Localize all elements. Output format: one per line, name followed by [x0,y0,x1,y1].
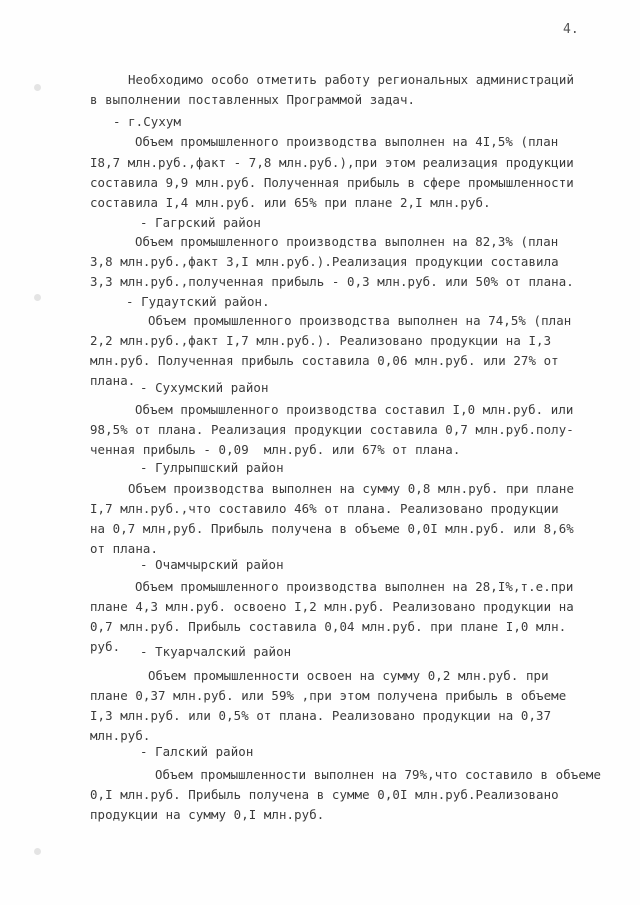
paragraph-line: I8,7 млн.руб.,факт - 7,8 млн.руб.),при этом реализация продукции [90,155,574,170]
paragraph-line: Объем промышленного производства выполнен на 82,3% (план [135,234,559,249]
paragraph-line: I,7 млн.руб.,что составило 46% от плана. Реализовано продукции [90,501,559,516]
paragraph-line: 3,8 млн.руб.,факт 3,I млн.руб.).Реализация продукции составила [90,254,559,269]
paragraph-line: I,3 млн.руб. или 0,5% от плана. Реализовано продукции на 0,37 [90,708,552,723]
paragraph-line: продукции на сумму 0,I млн.руб. [90,807,325,822]
paragraph-line: Объем промышленности выполнен на 79%,что составило в объеме [155,767,602,782]
paragraph-line: Объем промышленного производства составил I,0 млн.руб. или [135,402,574,417]
punch-hole-mark [34,84,41,91]
paragraph-line: млн.руб. [90,728,151,743]
paragraph-line: Объем промышленности освоен на сумму 0,2 млн.руб. при [148,668,549,683]
paragraph-line: на 0,7 млн,руб. Прибыль получена в объеме 0,0I млн.руб. или 8,6% [90,521,574,536]
intro-line: Необходимо особо отметить работу региональных администраций [128,72,575,87]
paragraph-line: руб. [90,639,121,654]
section-heading: - Очамчырский район [140,557,284,572]
paragraph-line: плана. [90,373,136,388]
paragraph-line: от плана. [90,541,159,556]
punch-hole-mark [34,294,41,301]
paragraph-line: млн.руб. Полученная прибыль составила 0,06 млн.руб. или 27% от [90,353,559,368]
section-heading: - Гагрский район [140,215,261,230]
paragraph-line: Объем промышленного производства выполнен на 74,5% (план [148,313,572,328]
section-heading: - Гулрыпшский район [140,460,284,475]
section-heading: - Сухумский район [140,380,269,395]
paragraph-line: составила 9,9 млн.руб. Полученная прибыль в сфере промышленности [90,175,574,190]
section-heading: - Гудаутский район. [126,294,270,309]
paragraph-line: 3,3 млн.руб.,полученная прибыль - 0,3 млн.руб. или 50% от плана. [90,274,574,289]
paragraph-line: плане 4,3 млн.руб. освоено I,2 млн.руб. Реализовано продукции на [90,599,574,614]
paragraph-line: ченная прибыль - 0,09 млн.руб. или 67% от плана. [90,442,461,457]
paragraph-line: Объем промышленного производства выполнен на 28,I%,т.е.при [135,579,574,594]
paragraph-line: 2,2 млн.руб.,факт I,7 млн.руб.). Реализовано продукции на I,3 [90,333,552,348]
section-heading: - Ткуарчалский район [140,644,292,659]
paragraph-line: плане 0,37 млн.руб. или 59% ,при этом получена прибыль в объеме [90,688,567,703]
page-number: 4. [563,22,579,37]
paragraph-line: 98,5% от плана. Реализация продукции составила 0,7 млн.руб.полу- [90,422,574,437]
paragraph-line: 0,I млн.руб. Прибыль получена в сумме 0,0I млн.руб.Реализовано [90,787,559,802]
intro-line: в выполнении поставленных Программой задач. [90,92,416,107]
punch-hole-mark [34,848,41,855]
section-heading: - г.Сухум [113,114,182,129]
paragraph-line: составила I,4 млн.руб. или 65% при плане 2,I млн.руб. [90,195,491,210]
section-heading: - Галский район [140,744,254,759]
paragraph-line: Объем производства выполнен на сумму 0,8 млн.руб. при плане [128,481,575,496]
paragraph-line: 0,7 млн.руб. Прибыль составила 0,04 млн.руб. при плане I,0 млн. [90,619,567,634]
paragraph-line: Объем промышленного производства выполнен на 4I,5% (план [135,134,559,149]
